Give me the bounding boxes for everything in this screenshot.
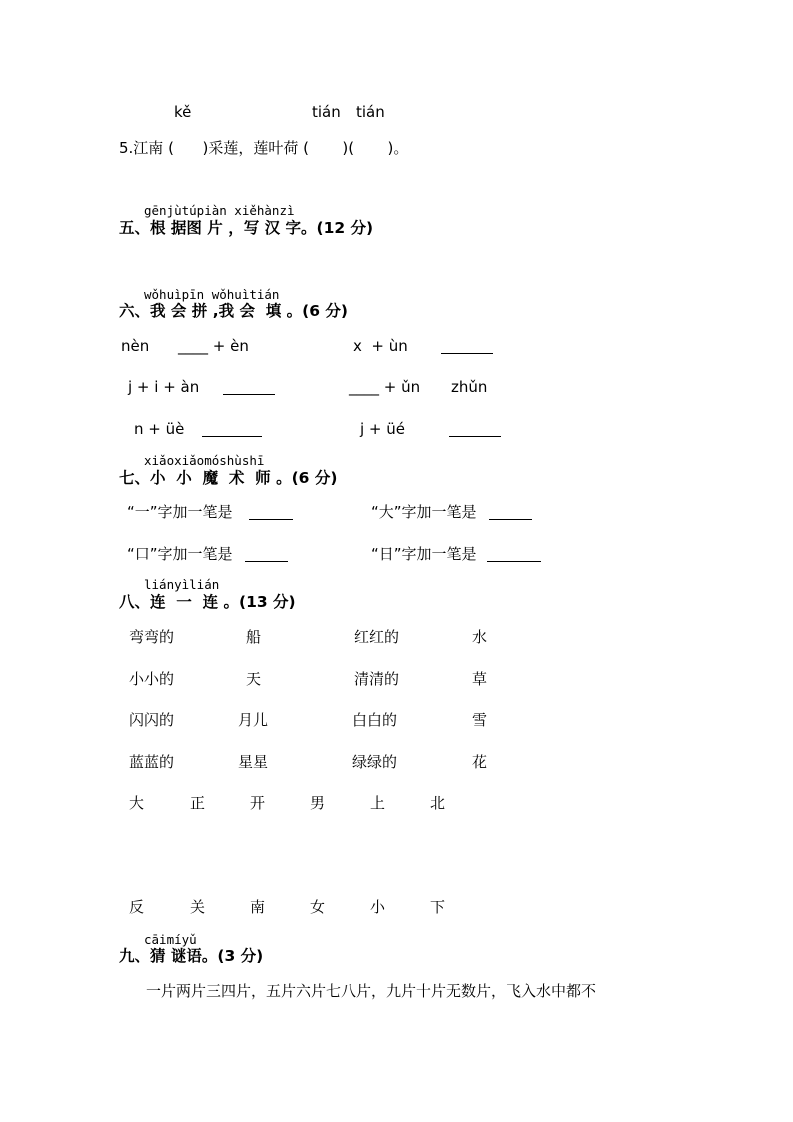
- section7-pinyin: xiǎoxiǎomóshùshī: [144, 453, 265, 468]
- match-noun[interactable]: 草: [472, 670, 488, 688]
- answer-blank[interactable]: [489, 519, 532, 520]
- section8-pinyin: liányìlián: [144, 577, 220, 592]
- opposite-char[interactable]: 正: [190, 794, 206, 812]
- section8-title: 八、连 一 连 。(13 分): [119, 593, 296, 611]
- q5-pinyin-ke: kě: [174, 103, 192, 121]
- answer-blank[interactable]: [223, 394, 275, 395]
- opposite-char[interactable]: 小: [370, 898, 386, 916]
- match-noun[interactable]: 雪: [472, 711, 488, 729]
- section7-title: 七、小 小 魔 术 师 。(6 分): [119, 469, 338, 487]
- match-adjective[interactable]: 蓝蓝的: [129, 753, 175, 771]
- opposite-char[interactable]: 开: [250, 794, 266, 812]
- q5-pinyin-tian-2: tián: [356, 103, 385, 121]
- match-adjective[interactable]: 清清的: [354, 670, 400, 688]
- opposite-char[interactable]: 反: [129, 898, 145, 916]
- match-adjective[interactable]: 小小的: [129, 670, 175, 688]
- section5-pinyin: gēnjùtúpiàn xiěhànzì: [144, 203, 295, 218]
- match-adjective[interactable]: 白白的: [352, 711, 398, 729]
- match-noun[interactable]: 花: [472, 753, 488, 771]
- pinyin-item: j + i + àn: [128, 378, 200, 396]
- answer-blank[interactable]: [487, 561, 541, 562]
- section9-title: 九、猜 谜语。(3 分): [119, 947, 264, 965]
- match-noun[interactable]: 星星: [238, 753, 269, 771]
- match-noun[interactable]: 水: [472, 628, 488, 646]
- stroke-question: “口”字加一笔是: [127, 545, 233, 563]
- opposite-char[interactable]: 大: [129, 794, 145, 812]
- pinyin-item: n + üè: [134, 420, 185, 438]
- section5-title: 五、根 据图 片 ，写 汉 字。(12 分): [119, 219, 374, 237]
- section9-pinyin: cāimíyǔ: [144, 932, 197, 947]
- opposite-char[interactable]: 上: [370, 794, 386, 812]
- stroke-question: “大”字加一笔是: [371, 503, 477, 521]
- pinyin-item: ____ + èn: [178, 337, 249, 355]
- answer-blank[interactable]: [202, 436, 262, 437]
- answer-blank[interactable]: [449, 436, 501, 437]
- match-noun[interactable]: 船: [246, 628, 262, 646]
- section6-pinyin: wǒhuìpīn wǒhuìtián: [144, 287, 280, 302]
- riddle-text: 一片两片三四片，五片六片七八片，九片十片无数片，飞入水中都不: [146, 982, 597, 1000]
- q5-sentence: 5.江南 ( )采莲，莲叶荷 ( )( )。: [119, 139, 409, 157]
- pinyin-item: j + üé: [360, 420, 406, 438]
- pinyin-item: zhǔn: [451, 378, 488, 396]
- q5-pinyin-tian-1: tián: [312, 103, 341, 121]
- match-noun[interactable]: 天: [246, 670, 262, 688]
- stroke-question: “一”字加一笔是: [127, 503, 233, 521]
- match-noun[interactable]: 月儿: [238, 711, 269, 729]
- opposite-char[interactable]: 下: [430, 898, 446, 916]
- opposite-char[interactable]: 南: [250, 898, 266, 916]
- opposite-char[interactable]: 女: [310, 898, 326, 916]
- opposite-char[interactable]: 关: [190, 898, 206, 916]
- match-adjective[interactable]: 弯弯的: [129, 628, 175, 646]
- answer-blank[interactable]: [441, 353, 493, 354]
- answer-blank[interactable]: [245, 561, 288, 562]
- section6-title: 六、我 会 拼 ,我 会 填 。(6 分): [119, 302, 349, 320]
- opposite-char[interactable]: 男: [310, 794, 326, 812]
- match-adjective[interactable]: 红红的: [354, 628, 400, 646]
- pinyin-item: nèn: [121, 337, 150, 355]
- answer-blank[interactable]: [249, 519, 293, 520]
- pinyin-item: x + ùn: [353, 337, 408, 355]
- pinyin-item: ____ + ǔn: [349, 378, 421, 396]
- match-adjective[interactable]: 闪闪的: [129, 711, 175, 729]
- match-adjective[interactable]: 绿绿的: [352, 753, 398, 771]
- opposite-char[interactable]: 北: [430, 794, 446, 812]
- stroke-question: “日”字加一笔是: [371, 545, 477, 563]
